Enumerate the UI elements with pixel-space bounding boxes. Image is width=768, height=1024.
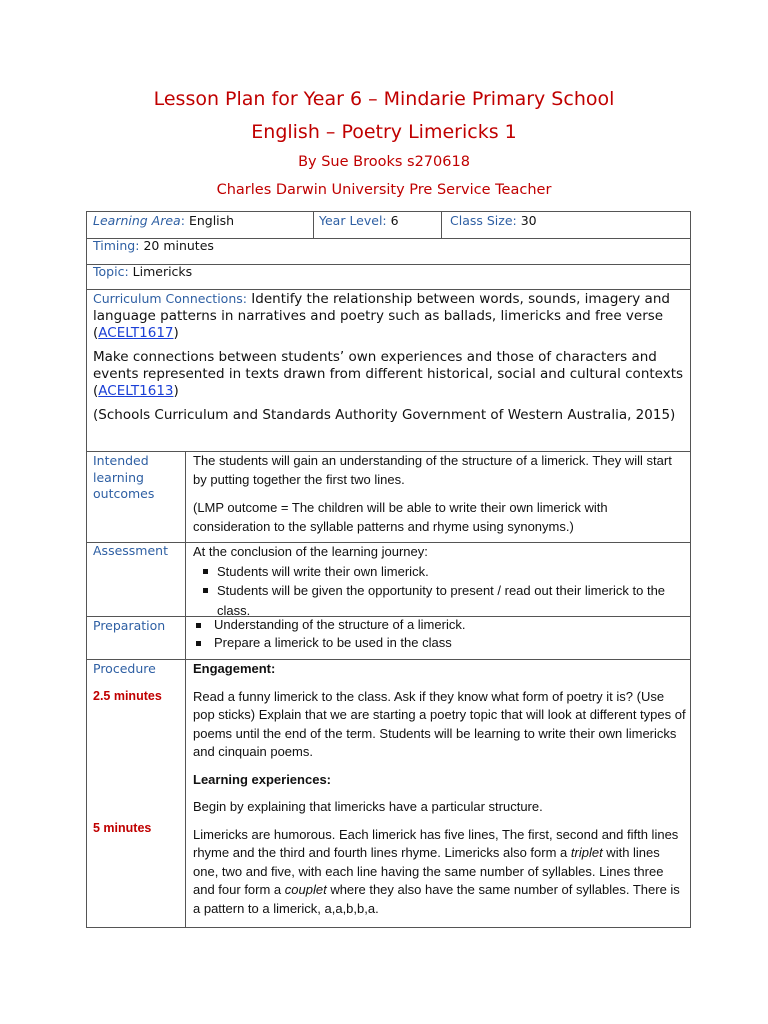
acelt1617-link[interactable]: ACELT1617 [98, 325, 174, 341]
assessment-list [193, 562, 688, 621]
list-item: Students will be given the opportunity to present / read out their limerick to the class. [193, 581, 688, 620]
time-2-5-minutes: 2.5 minutes [93, 689, 162, 703]
assessment-content [193, 542, 688, 620]
list-item: Prepare a limerick to be used in the class [186, 634, 686, 652]
lesson-plan-title: Lesson Plan for Year 6 – Mindarie Primary School [153, 88, 615, 110]
author-line: By Sue Brooks s270618 [298, 154, 470, 170]
lmp-outcome-text: (LMP outcome = The children will be able to write their own limerick with consideration to the syllable patterns and rhyme using synonyms.) [193, 500, 608, 534]
engagement-heading: Engagement: [193, 661, 276, 676]
topic-label: Topic: [93, 264, 129, 279]
assessment-label: Assessment [93, 543, 168, 558]
engagement-text: Read a funny limerick to the class. Ask if they know what form of poetry it is? (Use pop sticks) Explain that we are starting a poetry topic that will look at different types of poems until the end of the term. Students will be learning to write their own limericks and cinquain poems. [193, 688, 686, 759]
preparation-label: Preparation [93, 618, 166, 633]
procedure-content [193, 660, 687, 918]
curriculum-label: Curriculum Connections: [93, 291, 247, 306]
list-item: Students will write their own limerick. [193, 562, 688, 582]
timing-field [93, 238, 214, 254]
year-level-value: 6 [390, 213, 399, 228]
learning-experiences-heading: Learning experiences: [193, 771, 331, 787]
outcomes-label: Intended learning outcomes [93, 453, 155, 501]
topic-field [93, 264, 192, 280]
lesson-subject-title: English – Poetry Limericks 1 [251, 121, 517, 143]
procedure-label: Procedure [93, 661, 156, 676]
list-item: Understanding of the structure of a limerick. [186, 616, 686, 634]
learning-text-2: Limericks are humorous. Each limerick has five lines, The first, second and fifth lines rhyme and the third and fourth lines rhyme. Limericks also form a triplet with lines one, two and five, with each line having the same number of syllables. Lines three and four form a couplet where they also have the same number of syllables. There is a pattern to a limerick, a,a,b,b,a. [193, 826, 680, 916]
assessment-intro: At the conclusion of the learning journey: [193, 544, 428, 559]
learning-area-value: English [188, 213, 235, 228]
curriculum-para-2: Make connections between students’ own experiences and those of characters and events represented in texts drawn from different historical, social and cultural contexts (ACELT1613) [93, 349, 684, 399]
preparation-list [186, 616, 686, 651]
curriculum-connections [93, 290, 685, 424]
class-size-field [450, 213, 537, 229]
learning-text-1: Begin by explaining that limericks have a particular structure. [193, 799, 543, 814]
class-size-label: Class Size: [450, 213, 517, 228]
topic-value: Limericks [132, 264, 193, 279]
column-divider [185, 451, 186, 928]
curriculum-citation: (Schools Curriculum and Standards Authority Government of Western Australia, 2015) [93, 407, 676, 423]
curriculum-para-1: Curriculum Connections: Identify the relationship between words, sounds, imagery and language patterns in narratives and poetry such as ballads, limericks and free verse (ACELT1617) [93, 291, 670, 341]
year-level-label: Year Level: [319, 213, 387, 228]
preparation-content [186, 616, 686, 651]
learning-area-label: Learning Area [93, 213, 181, 228]
outcomes-text: The students will gain an understanding of the structure of a limerick. They will start by putting together the first two lines. [193, 453, 672, 487]
year-level-field [319, 213, 399, 229]
class-size-value: 30 [520, 213, 537, 228]
timing-label: Timing: [93, 238, 140, 253]
outcomes-content [193, 452, 686, 536]
timing-value: 20 minutes [143, 238, 214, 253]
learning-area-field: Learning Area: English [93, 213, 235, 228]
time-5-minutes: 5 minutes [93, 821, 152, 835]
institution-line: Charles Darwin University Pre Service Teacher [216, 182, 552, 198]
acelt1613-link[interactable]: ACELT1613 [98, 383, 174, 399]
